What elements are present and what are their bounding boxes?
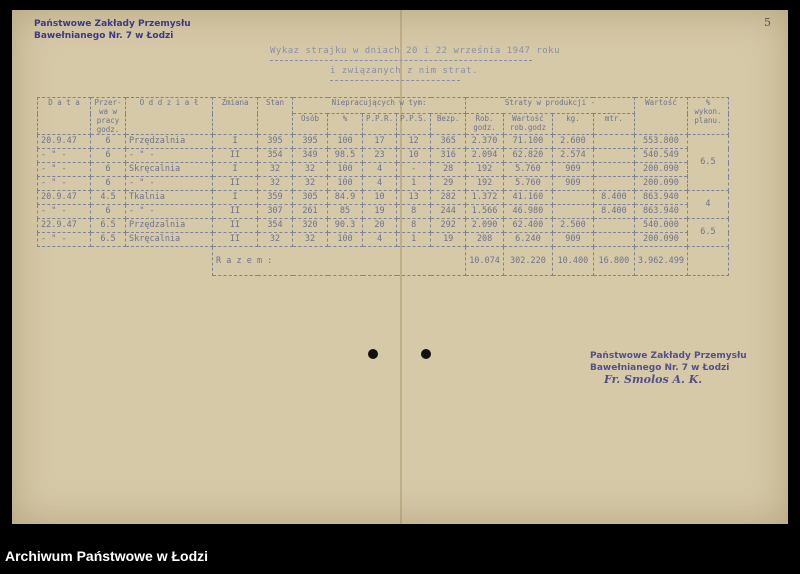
header-procent: % (328, 114, 363, 135)
header-osob: Osób (293, 114, 328, 135)
cell-oddzial: Skręcalnia (126, 163, 213, 177)
cell-data: 20.9.47 (38, 135, 91, 149)
cell-stan: 395 (258, 135, 293, 149)
header-kg: kg. (552, 114, 593, 135)
cell-ppr: 4 (363, 233, 397, 247)
cell-wart-rob: 5.760 (503, 177, 552, 191)
cell-ppr: 19 (363, 205, 397, 219)
cell-kg (552, 191, 593, 205)
page-number: 5 (764, 16, 771, 29)
cell-wart-rob: 71.100 (503, 135, 552, 149)
cell-pps: 1 (397, 177, 431, 191)
cell-wart-rob: 6.240 (503, 233, 552, 247)
cell-ppr: 23 (363, 149, 397, 163)
table-row (38, 219, 729, 233)
cell-wartosc: 200.090 (634, 177, 687, 191)
cell-data: - " - (38, 233, 91, 247)
totals-label: R a z e m : (213, 247, 466, 276)
cell-bezp: 282 (431, 191, 466, 205)
table-row (38, 205, 729, 219)
cell-przerwa: 6 (91, 177, 126, 191)
cell-proc: 98.5 (328, 149, 363, 163)
cell-wykon: 6.5 (687, 219, 728, 247)
header-data: D a t a (38, 98, 91, 135)
cell-wart-rob: 62.820 (503, 149, 552, 163)
document-title: Wykaz strajku w dniach 20 i 22 września 1947 roku (270, 46, 561, 56)
cell-data: 20.9.47 (38, 191, 91, 205)
cell-stan: 359 (258, 191, 293, 205)
total-wartosc: 3.962.499 (634, 247, 687, 276)
cell-mtr: 8.400 (593, 205, 634, 219)
cell-zmiana: II (213, 149, 258, 163)
cell-przerwa: 4.5 (91, 191, 126, 205)
cell-ppr: 4 (363, 177, 397, 191)
punch-hole-right (421, 349, 431, 359)
cell-bezp: 19 (431, 233, 466, 247)
cell-mtr (593, 149, 634, 163)
cell-zmiana: I (213, 163, 258, 177)
cell-przerwa: 6.5 (91, 219, 126, 233)
header-stan: Stan (258, 98, 293, 135)
header-wartosc-rob: Wartość rob.godz (503, 114, 552, 135)
title-underline (270, 60, 532, 61)
table-row (38, 135, 729, 149)
cell-ppr: 4 (363, 163, 397, 177)
cell-data: - " - (38, 163, 91, 177)
strike-losses-table (37, 97, 729, 276)
cell-rob-godz: 2.094 (466, 149, 504, 163)
cell-kg: 2.574 (552, 149, 593, 163)
cell-kg: 2.500 (552, 219, 593, 233)
cell-zmiana: I (213, 135, 258, 149)
cell-wartosc: 540.549 (634, 149, 687, 163)
total-wykon (687, 247, 728, 276)
cell-oddzial: - " - (126, 149, 213, 163)
cell-bezp: 365 (431, 135, 466, 149)
cell-oddzial: - " - (126, 177, 213, 191)
header-rob-godz: Rob. godz. (466, 114, 504, 135)
cell-proc: 100 (328, 233, 363, 247)
cell-pps: 12 (397, 135, 431, 149)
cell-wart-rob: 62.400 (503, 219, 552, 233)
cell-rob-godz: 208 (466, 233, 504, 247)
cell-data: 22.9.47 (38, 219, 91, 233)
cell-zmiana: I (213, 191, 258, 205)
cell-przerwa: 6.5 (91, 233, 126, 247)
cell-oddzial: - " - (126, 205, 213, 219)
cell-stan: 32 (258, 163, 293, 177)
cell-pps: 8 (397, 219, 431, 233)
cell-ppr: 17 (363, 135, 397, 149)
cell-osob: 32 (293, 177, 328, 191)
signature: Fr. Smolos A. K. (604, 373, 703, 386)
cell-data: - " - (38, 177, 91, 191)
cell-wartosc: 540.000 (634, 219, 687, 233)
totals-spacer (38, 247, 213, 276)
header-przerwa: Przer- wa w pracy godz. (91, 98, 126, 135)
cell-rob-godz: 2.370 (466, 135, 504, 149)
header-wykon: % wykon. planu. (687, 98, 728, 135)
cell-mtr (593, 219, 634, 233)
cell-rob-godz: 192 (466, 163, 504, 177)
cell-wartosc: 200.090 (634, 163, 687, 177)
cell-oddzial: Tkalnia (126, 191, 213, 205)
organization-stamp-bottom: Państwowe Zakłady Przemysłu Bawełnianego Nr. 7 w Łodzi Fr. Smolos A. K. (590, 351, 747, 386)
cell-mtr (593, 163, 634, 177)
cell-pps: - (397, 163, 431, 177)
header-pps: P.P.S. (397, 114, 431, 135)
cell-wartosc: 863.940 (634, 205, 687, 219)
cell-oddzial: Przędzalnia (126, 219, 213, 233)
cell-oddzial: Przędzalnia (126, 135, 213, 149)
subtitle-underline (330, 80, 460, 81)
organization-stamp-top: Państwowe Zakłady Przemysłu Bawełnianego Nr. 7 w Łodzi (34, 19, 191, 41)
cell-wartosc: 200.090 (634, 233, 687, 247)
cell-bezp: 28 (431, 163, 466, 177)
cell-proc: 84.9 (328, 191, 363, 205)
archive-label: Archiwum Państwowe w Łodzi (5, 548, 209, 564)
table-row (38, 191, 729, 205)
cell-data: - " - (38, 149, 91, 163)
archive-footer (0, 534, 800, 574)
cell-wart-rob: 46.980 (503, 205, 552, 219)
cell-wartosc: 553.800 (634, 135, 687, 149)
cell-osob: 320 (293, 219, 328, 233)
table-row (38, 177, 729, 191)
cell-proc: 90.3 (328, 219, 363, 233)
cell-rob-godz: 2.090 (466, 219, 504, 233)
cell-mtr: 8.400 (593, 191, 634, 205)
cell-oddzial: Skręcalnia (126, 233, 213, 247)
cell-wart-rob: 41.160 (503, 191, 552, 205)
cell-mtr (593, 135, 634, 149)
cell-rob-godz: 192 (466, 177, 504, 191)
total-rob-godz: 10.074 (466, 247, 504, 276)
document-subtitle: i związanych z nim strat. (330, 66, 478, 76)
cell-wartosc: 863.940 (634, 191, 687, 205)
cell-stan: 307 (258, 205, 293, 219)
header-niepracujacych: Niepracujących w tym: (293, 98, 466, 114)
header-bezp: Bezp. (431, 114, 466, 135)
cell-bezp: 29 (431, 177, 466, 191)
cell-osob: 261 (293, 205, 328, 219)
cell-proc: 100 (328, 163, 363, 177)
cell-pps: 8 (397, 205, 431, 219)
header-zmiana: Zmiana (213, 98, 258, 135)
table-row (38, 163, 729, 177)
header-straty: Straty w produkcji - (466, 98, 635, 114)
cell-stan: 354 (258, 149, 293, 163)
cell-osob: 32 (293, 163, 328, 177)
cell-przerwa: 6 (91, 135, 126, 149)
cell-stan: 32 (258, 177, 293, 191)
cell-mtr (593, 233, 634, 247)
cell-zmiana: II (213, 205, 258, 219)
header-ppr: P.P.R. (363, 114, 397, 135)
cell-bezp: 316 (431, 149, 466, 163)
total-kg: 10.400 (552, 247, 593, 276)
table-row (38, 233, 729, 247)
cell-stan: 354 (258, 219, 293, 233)
cell-pps: 13 (397, 191, 431, 205)
cell-zmiana: II (213, 233, 258, 247)
cell-proc: 100 (328, 135, 363, 149)
total-wart-rob: 302.220 (503, 247, 552, 276)
cell-przerwa: 6 (91, 149, 126, 163)
cell-kg: 909 (552, 163, 593, 177)
cell-osob: 395 (293, 135, 328, 149)
table-row (38, 149, 729, 163)
cell-data: - " - (38, 205, 91, 219)
cell-osob: 305 (293, 191, 328, 205)
cell-pps: 10 (397, 149, 431, 163)
cell-rob-godz: 1.566 (466, 205, 504, 219)
cell-wykon: 6.5 (687, 135, 728, 191)
cell-przerwa: 6 (91, 163, 126, 177)
cell-kg (552, 205, 593, 219)
cell-bezp: 292 (431, 219, 466, 233)
cell-stan: 32 (258, 233, 293, 247)
total-mtr: 16.800 (593, 247, 634, 276)
cell-osob: 349 (293, 149, 328, 163)
cell-rob-godz: 1.372 (466, 191, 504, 205)
cell-proc: 100 (328, 177, 363, 191)
cell-bezp: 244 (431, 205, 466, 219)
cell-osob: 32 (293, 233, 328, 247)
header-oddzial: O d d z i a ł (126, 98, 213, 135)
header-mtr: mtr. (593, 114, 634, 135)
cell-zmiana: II (213, 177, 258, 191)
cell-wart-rob: 5.760 (503, 163, 552, 177)
cell-proc: 85 (328, 205, 363, 219)
cell-ppr: 10 (363, 191, 397, 205)
cell-kg: 2.600 (552, 135, 593, 149)
totals-row (38, 247, 729, 276)
cell-zmiana: II (213, 219, 258, 233)
header-wartosc: Wartość (634, 98, 687, 135)
punch-hole-left (368, 349, 378, 359)
cell-ppr: 20 (363, 219, 397, 233)
cell-pps: 1 (397, 233, 431, 247)
cell-wykon: 4 (687, 191, 728, 219)
cell-kg: 909 (552, 233, 593, 247)
cell-przerwa: 6 (91, 205, 126, 219)
cell-mtr (593, 177, 634, 191)
cell-kg: 909 (552, 177, 593, 191)
